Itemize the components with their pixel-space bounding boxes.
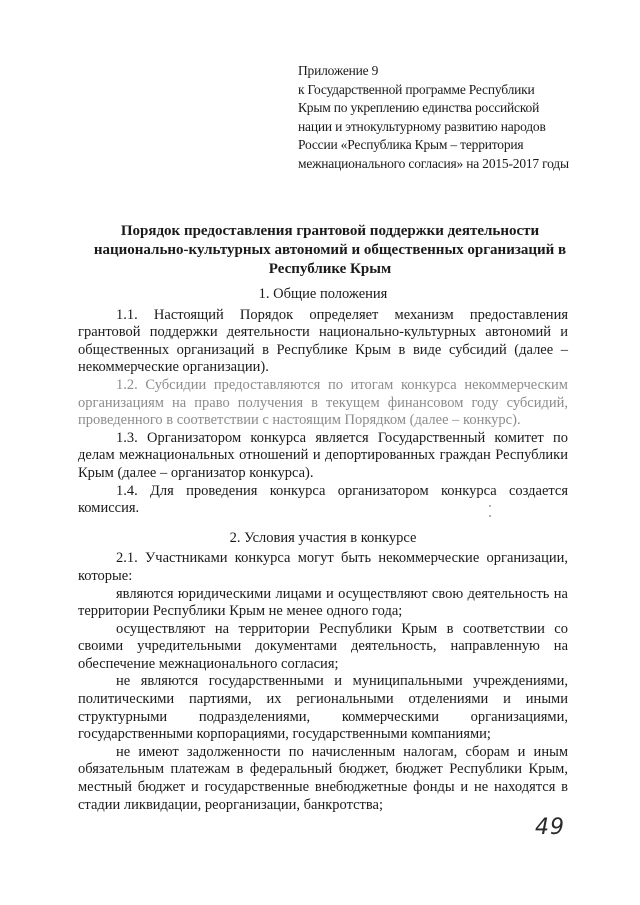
paragraph: не имеют задолженности по начисленным налогам, сборам и иным обязательным платежам в федеральный бюджет, бюджет Республики Крым, местный бюджет и государственные внебюджетные фонды и не находятся в стадии ликвидации, реорганизации, банкротства;: [78, 743, 568, 813]
section-heading: 1. Общие положения: [258, 286, 388, 302]
paragraph: 1.4. Для проведения конкурса организатором конкурса создается комиссия.: [78, 482, 568, 517]
appendix-line: к Государственной программе Республики: [298, 81, 535, 97]
title-line: Порядок предоставления грантовой поддержки деятельности: [120, 223, 540, 239]
scan-speck: [489, 505, 491, 507]
appendix-note: [298, 62, 618, 174]
appendix-line: России «Республика Крым – территория: [298, 137, 524, 153]
paragraph: осуществляют на территории Республики Крым в соответствии со своими учредительными документами деятельность, направленную на обеспечение межнационального согласия;: [78, 620, 568, 672]
appendix-line: Крым по укреплению единства российской: [298, 100, 540, 116]
handwritten-page-number: 49: [535, 815, 565, 840]
paragraph: 1.3. Организатором конкурса является Государственный комитет по делам межнациональных отношений и депортированных граждан Республики Крым (далее – организатор конкурса).: [78, 429, 568, 481]
paragraph: являются юридическими лицами и осуществляют свою деятельность на территории Республики Крым не менее одного года;: [78, 585, 568, 620]
scan-speck: [489, 515, 491, 517]
title-line: национально-культурных автономий и общественных организаций в: [93, 242, 567, 258]
title-line: Республике Крым: [268, 261, 392, 277]
document-body: [78, 286, 568, 814]
paragraph: 2.1. Участниками конкурса могут быть некоммерческие организации, которые:: [78, 550, 568, 584]
section-heading: 2. Условия участия в конкурсе: [229, 529, 417, 546]
paragraph: не являются государственными и муниципальными учреждениями, политическими партиями, их региональными отделениями и иными структурными подразделениями, коммерческими организациями, государственными корпорациями, государственными компаниями;: [78, 673, 568, 743]
paragraph: 1.2. Субсидии предоставляются по итогам конкурса некоммерческим организациям на право получения в текущем финансовом году субсидий, проведенного в соответствии с настоящим Порядком (далее – конкурс).: [78, 376, 568, 429]
appendix-line: межнационального согласия» на 2015-2017 годы: [298, 155, 569, 171]
appendix-line: Приложение 9: [298, 63, 379, 78]
paragraph: 1.1. Настоящий Порядок определяет механизм предоставления грантовой поддержки деятельности национально-культурных автономий и общественных организаций в Республике Крым в виде субсидий (далее – некоммерческие организации).: [78, 306, 568, 376]
appendix-line: нации и этнокультурному развитию народов: [298, 118, 546, 134]
document-title: [70, 222, 590, 279]
